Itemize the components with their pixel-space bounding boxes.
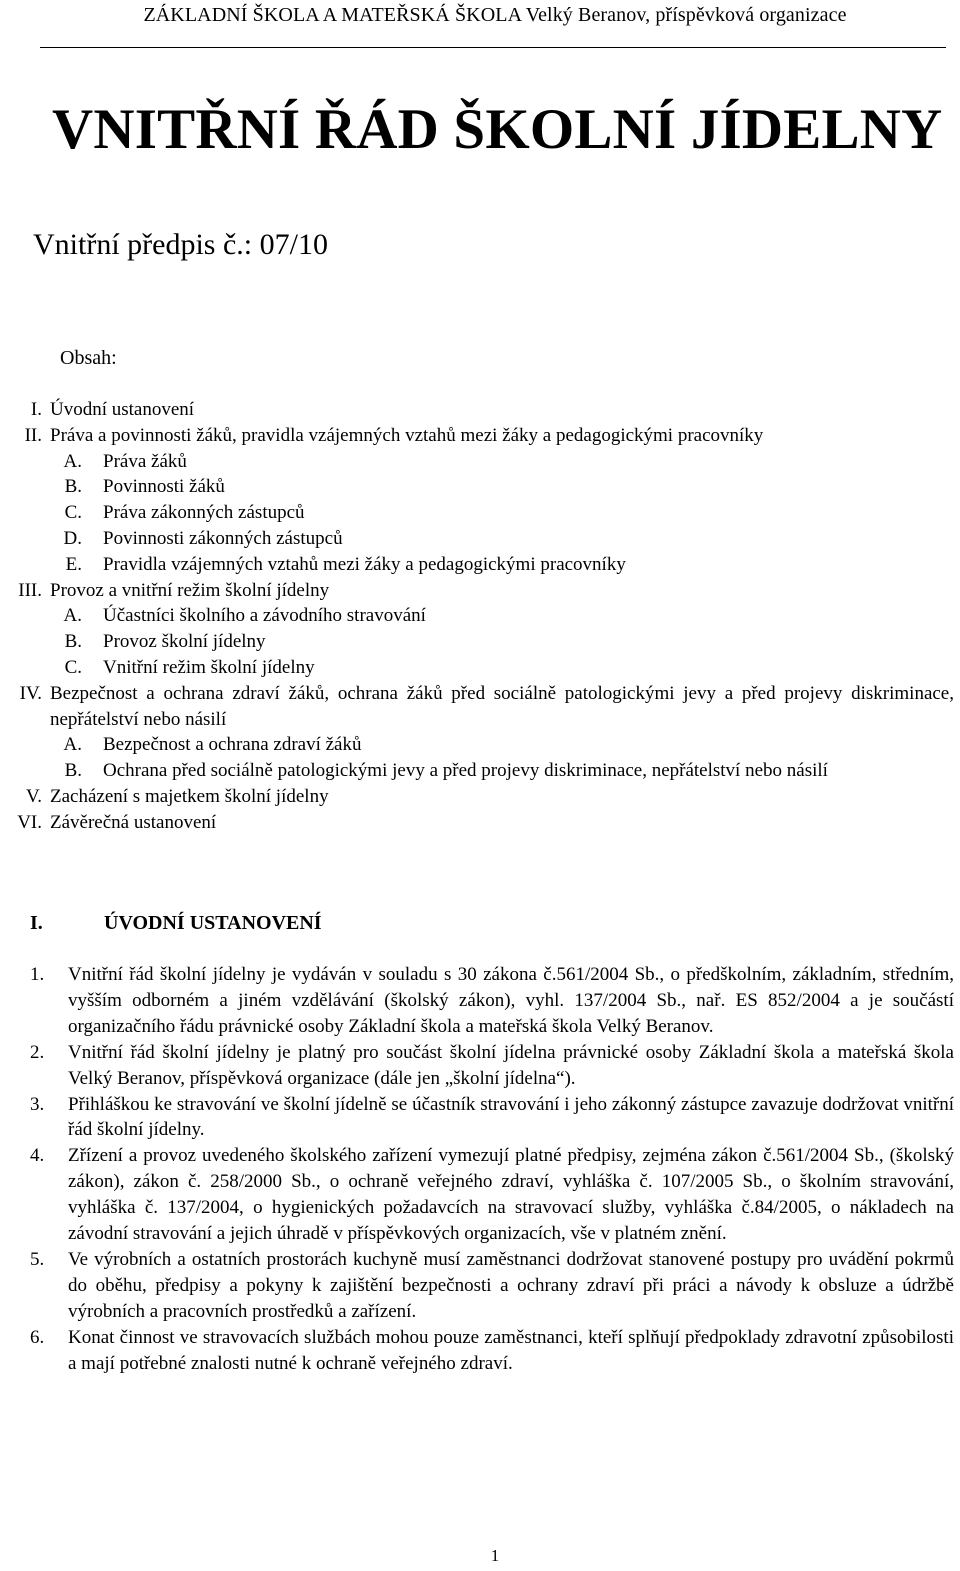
toc-subitem-text: Účastníci školního a závodního stravování [103,605,426,627]
toc-item [0,681,960,733]
toc-subitem [0,655,960,681]
toc-subitem-letter: D. [63,527,82,549]
paragraph [0,1040,960,1092]
section-heading [30,912,322,935]
header-divider [40,47,946,48]
toc-subitem [0,732,960,758]
toc-item-number: III. [18,579,42,601]
toc-subitem-letter: C. [64,502,82,524]
paragraph-text: Konat činnost ve stravovacích službách mohou pouze zaměstnanci, kteří splňují předpoklady zdravotní způsobilosti a mají potřebné znalosti nutné k ochraně veřejného zdraví. [68,1326,954,1374]
toc-subitem [0,474,960,500]
toc-subitem-letter: A. [63,605,82,627]
toc-subitem [0,500,960,526]
page-number: 1 [490,1546,500,1565]
toc-subitem-text: Vnitřní režim školní jídelny [103,656,315,678]
toc-subitem-text: Pravidla vzájemných vztahů mezi žáky a pedagogickými pracovníky [103,553,626,575]
toc-item [0,397,960,423]
toc-subitem-text: Povinnosti zákonných zástupců [103,527,343,549]
toc-item-text: Práva a povinnosti žáků, pravidla vzájemných vztahů mezi žáky a pedagogickými pracovníky [50,424,764,446]
paragraph-text: Přihláškou ke stravování ve školní jídelně se účastník stravování i jeho zákonný zástupce zavazuje dodržovat vnitřní řád školní jídelny. [68,1093,954,1141]
paragraph [0,1092,960,1144]
document-subtitle: Vnitřní předpis č.: 07/10 [33,228,328,261]
toc-item-text: Závěrečná ustanovení [50,811,217,833]
paragraph-number: 4. [30,1145,45,1167]
toc-subitem [0,629,960,655]
toc-subitem-letter: B. [64,631,82,653]
toc-subitem [0,526,960,552]
toc-item-number: IV. [19,682,42,704]
paragraph-text: Zřízení a provoz uvedeného školského zařízení vymezují platné předpisy, zejména zákon č.561/2004 Sb., (školský zákon), zákon č. 258/2000 Sb., o ochraně veřejného zdraví, vyhláška č. 107/2005 Sb., o školním stravování, vyhláška č. 137/2004, o hygienických požadavcích na stravovací služby, vyhláška č.84/2005, o nákladech na závodní stravování a jejich úhradě v příspěvkových organizacích, vše v platném znění. [68,1145,954,1245]
toc-item-text: Provoz a vnitřní režim školní jídelny [50,579,330,601]
toc-subitem-letter: A. [63,450,82,472]
section-number: I. [30,912,43,934]
toc-subitem-letter: C. [64,656,82,678]
toc-subitem-text: Práva žáků [103,450,187,472]
paragraph-text: Ve výrobních a ostatních prostorách kuchyně musí zaměstnanci dodržovat stanovené postupy pro uvádění pokrmů do oběhu, předpisy a pokyny k zajištění bezpečnosti a ochrany zdraví při práci a návody k obsluze a údržbě výrobních a pracovních prostředků a zařízení. [68,1248,954,1322]
paragraph [0,1325,960,1377]
toc-item [0,423,960,449]
toc-subitem-text: Práva zákonných zástupců [103,502,305,524]
document-title: VNITŘNÍ ŘÁD ŠKOLNÍ JÍDELNY [52,98,943,161]
toc-subitem-letter: A. [63,734,82,756]
toc-item [0,578,960,604]
toc-item [0,810,960,836]
toc-subitem [0,552,960,578]
toc-item-text: Úvodní ustanovení [50,399,195,420]
toc-item-number: V. [25,785,42,807]
paragraph-number: 2. [30,1041,45,1063]
toc-item-text: Bezpečnost a ochrana zdraví žáků, ochrana žáků před sociálně patologickými jevy a před projevy diskriminace, nepřátelství nebo násilí [50,682,954,730]
paragraph-number: 5. [30,1248,45,1270]
toc-subitem-text: Ochrana před sociálně patologickými jevy a před projevy diskriminace, nepřátelství nebo násilí [103,760,828,782]
paragraph-number: 1. [30,964,45,985]
paragraph-text: Vnitřní řád školní jídelny je vydáván v souladu s 30 zákona č.561/2004 Sb., o předškolním, základním, středním, vyšším odborném a jiném vzdělávání (školský zákon), vyhl. 137/2004 Sb., nař. ES 852/2004 a je součástí organizačního řádu právnické osoby Základní škola a mateřská škola Velký Beranov. [68,964,954,1037]
toc-subitem-text: Povinnosti žáků [103,476,225,498]
toc-subitem [0,449,960,475]
paragraph-number: 6. [30,1326,45,1348]
toc-subitem-letter: B. [64,476,82,498]
paragraph [0,1247,960,1325]
section-paragraphs [0,962,960,1377]
toc-item-number: II. [24,424,42,446]
toc-item-text: Zacházení s majetkem školní jídelny [50,785,329,807]
toc-subitem-letter: E. [65,553,82,575]
toc-subitem-text: Provoz školní jídelny [103,631,266,653]
toc-item [0,784,960,810]
toc-item-number: I. [30,399,42,420]
toc-item-number: VI. [17,811,42,833]
paragraph [0,962,960,1040]
table-of-contents [0,397,960,836]
toc-subitem [0,758,960,784]
toc-heading: Obsah: [60,347,117,369]
toc-subitem-text: Bezpečnost a ochrana zdraví žáků [103,734,362,756]
section-title: ÚVODNÍ USTANOVENÍ [104,912,322,934]
toc-subitem-letter: B. [64,760,82,782]
paragraph-number: 3. [30,1093,45,1115]
toc-subitem [0,603,960,629]
paragraph-text: Vnitřní řád školní jídelny je platný pro součást školní jídelna právnické osoby Základní škola a mateřská škola Velký Beranov, příspěvková organizace (dále jen „školní jídelna“). [68,1041,954,1089]
header-organization: ZÁKLADNÍ ŠKOLA A MATEŘSKÁ ŠKOLA Velký Beranov, příspěvková organizace [143,4,847,26]
paragraph [0,1143,960,1247]
